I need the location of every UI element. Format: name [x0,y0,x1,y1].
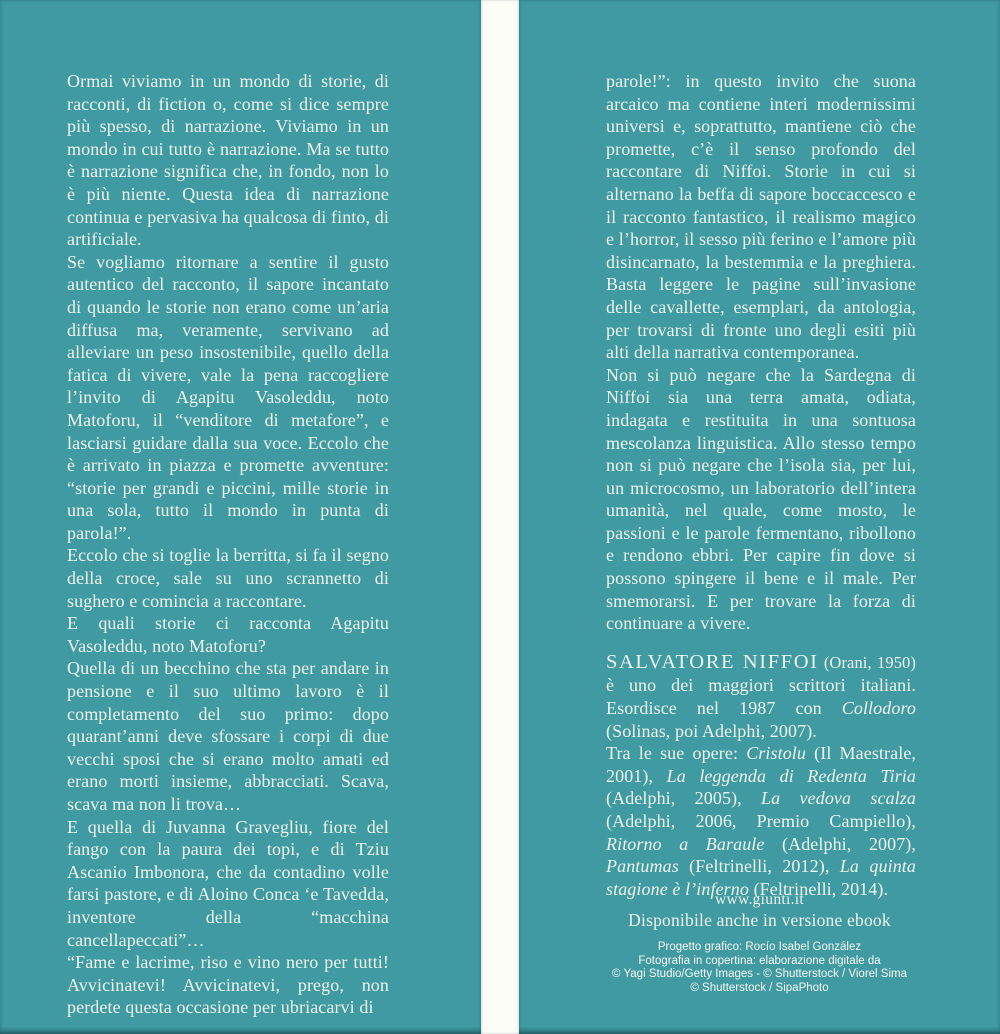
ebook-availability-note: Disponibile anche in versione ebook [628,909,891,930]
flap-paragraph: Ormai viviamo in un mondo di storie, di racconti, di fiction o, come si dice sempre più spesso, di narrazione. Viviamo in un mondo in cui tutto è narrazione. Ma se tutto è narrazione significa che, in fondo, non lo è più niente. Questa idea di narrazione continua e pervasiva ha qualcosa di finto, di artificiale. [67,71,389,250]
credit-line: Fotografia in copertina: elaborazione digitale da [638,954,881,967]
flap-paragraph: Quella di un becchino che sta per andare in pensione e il suo ultimo lavoro è il completamento del suo primo: dopo quarant’anni deve sfossare i corpi di due vecchi sposi che si erano molto amati ed erano morti insieme, abbracciati. Scava, scava ma non li trova… [67,658,389,814]
credit-line: © Shutterstock / SipaPhoto [690,982,829,995]
flap-paragraph: E quella di Juvanna Gravegliu, fiore del fango con la paura dei topi, e di Tziu Ascanio Imbonora, che da contadino volle farsi pastore, e di Aloino Conca ‘e Tavedda, inventore della “macchina cancellapeccati”… [67,816,389,950]
book-title-italic: Cristolu [746,743,807,764]
credit-line: Progetto grafico: Rocío Isabel González [657,940,862,953]
bio-text-run: è uno dei maggiori scrittori italiani. Esordisce nel 1987 con [606,675,916,719]
bio-text-run: (Adelphi, 2005), [606,788,762,809]
flap-copy [606,70,916,635]
author-name-heading: SALVATORE NIFFOI [606,650,819,673]
author-section [606,651,916,901]
book-title-italic: Pantumas [606,856,679,877]
author-bio-paragraph [606,651,916,742]
book-title-italic: La leggenda di Redenta Tiria [666,765,916,786]
flap-paragraph: parole!”: in questo invito che suona arcaico ma contiene interi modernissimi universi e, soprattutto, mantiene ciò che promette, c’è il senso profondo del raccontare di Niffoi. Storie in cui si alternano la beffa di sapore boccaccesco e il racconto fantastico, il realismo magico e l’horror, il sesso più ferino e l’amore più disincarnato, la bestemmia e la preghiera. Basta leggere le pagine sull’invasione delle cavallette, esemplari, da antologia, per trovarsi di fronte uno degli esiti più alti della narrativa contemporanea. [606,71,916,363]
book-title-italic: La vedova scalza [761,788,916,809]
author-birth-info: (Orani, 1950) [818,652,916,672]
left-flap-text [67,70,389,1019]
bio-text-run: (Adelphi, 2006, Premio Campiello), [606,811,916,831]
bio-text-run: (Adelphi, 2007), [764,833,916,854]
book-title-italic: La quinta stagione è l’inferno [606,856,916,899]
bio-text-run: (Solinas, poi Adelphi, 2007). [606,720,817,741]
cover-credits [519,941,1000,996]
publisher-website: www.giunti.it [714,890,804,908]
bio-text-run: Tra le sue opere: [606,743,747,764]
colophon [519,890,1000,996]
book-title-italic: Ritorno a Baraule [606,833,765,854]
right-flap-text [606,70,916,900]
spine-gutter [481,0,519,1034]
left-flap-panel [0,0,481,1034]
flap-paragraph: Non si può negare che la Sardegna di Niffoi sia una terra amata, odiata, indagata e restituita in una sontuosa mescolanza linguistica. Allo stesso tempo non si può negare che l’isola sia, per lui, un microcosmo, un laboratorio dell’intera umanità, nel quale, come mosto, le passioni e le parole fermentano, ribollono e rendono ebbri. Per capire fin dove si possono spingere il bene e il male. Per smemorarsi. E per trovare la forza di continuare a vivere. [606,364,916,634]
bio-text-run: (Il Maestrale, 2001), [606,743,917,786]
credit-line: © Yagi Studio/Getty Images - © Shutterstock / Viorel Sima [612,968,907,981]
book-title-italic: Collodoro [841,698,916,719]
flap-paragraph: “Fame e lacrime, riso e vino nero per tutti! Avvicinatevi! Avvicinatevi, prego, non perdete questa occasione per ubriacarvi di [67,952,389,1018]
right-flap-panel [519,0,1000,1034]
flap-paragraph: Eccolo che si toglie la berritta, si fa il segno della croce, sale su uno scrannetto di sughero e comincia a raccontare. [67,545,389,611]
flap-paragraph: E quali storie ci racconta Agapitu Vasoleddu, noto Matoforu? [67,613,389,656]
flap-paragraph: Se vogliamo ritornare a sentire il gusto autentico del racconto, il sapore incantato di quando le storie non erano come un’aria diffusa ma, veramente, servivano ad alleviare un peso insostenibile, quello della fatica di vivere, vale la pena raccogliere l’invito di Agapitu Vasoleddu, noto Matoforu, il “venditore di metafore”, e lasciarsi guidare dalla sua voce. Eccolo che è arrivato in piazza e promette avventure: “storie per grandi e piccini, mille storie in una sola, tutto il mondo in punta di parola!”. [67,251,389,543]
bio-text-run: (Feltrinelli, 2012), [678,856,840,877]
author-bio-paragraph [606,742,916,900]
bio-text-run: (Feltrinelli, 2014). [748,878,889,899]
